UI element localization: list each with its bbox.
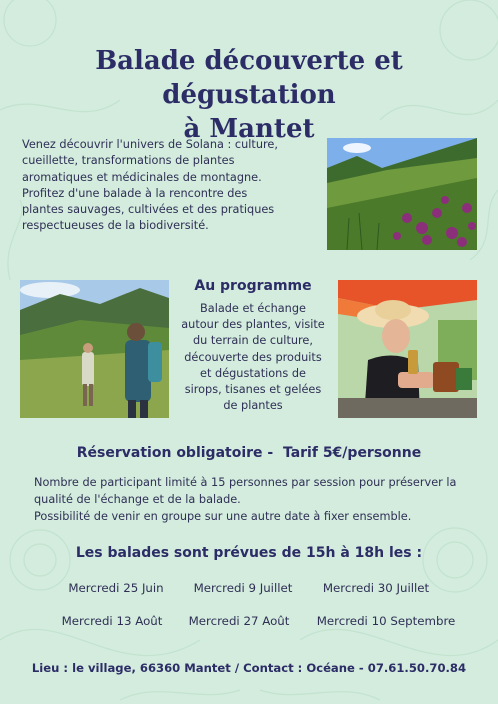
schedule-date: Mercredi 13 Août	[61, 614, 163, 628]
mountain-meadow-flowers-photo	[327, 138, 477, 250]
page-title	[20, 44, 478, 146]
info-line: qualité de l'échange et de la balade.	[34, 493, 241, 506]
info-line: Nombre de participant limité à 15 personnes par session pour préserver la	[34, 476, 457, 489]
program-line: Balade et échange	[200, 302, 306, 315]
hikers-mountain-walk-photo	[20, 280, 169, 418]
program-line: sirops, tisanes et gelées	[184, 383, 322, 397]
schedule-date: Mercredi 25 Juin	[68, 581, 164, 595]
title-line-1: Balade découverte et dégustation	[95, 46, 403, 110]
program-line: du terrain de culture,	[193, 334, 313, 348]
intro-line: plantes sauvages, cultivées et des pratiques	[22, 203, 275, 217]
program-title: Au programme	[194, 278, 312, 294]
intro-line: Venez découvrir l'univers de Solana : culture,	[22, 138, 278, 151]
title-line-2: à Mantet	[183, 114, 315, 144]
schedule-heading: Les balades sont prévues de 15h à 18h les :	[75, 545, 423, 561]
woman-hat-tasting-photo	[338, 280, 477, 418]
intro-line: respectueuses de la biodiversité.	[22, 219, 209, 233]
program-description	[172, 301, 334, 414]
schedule-date: Mercredi 27 Août	[188, 614, 290, 628]
location-contact-footer: Lieu : le village, 66360 Mantet / Contact : Océane - 07.61.50.70.84	[31, 661, 467, 675]
program-line: découverte des produits	[184, 350, 322, 364]
intro-line: cueillette, transformations de plantes	[22, 154, 235, 168]
schedule-date: Mercredi 30 Juillet	[322, 581, 430, 595]
program-line: et dégustations de	[200, 366, 306, 380]
intro-line: aromatiques et médicinales de montagne.	[22, 170, 262, 184]
info-line: Possibilité de venir en groupe sur une autre date à fixer ensemble.	[34, 510, 412, 523]
intro-paragraph	[22, 137, 308, 235]
intro-line: Profitez d'une balade à la rencontre des	[22, 186, 248, 200]
schedule-date: Mercredi 9 Juillet	[193, 581, 293, 595]
schedule-date: Mercredi 10 Septembre	[316, 614, 456, 628]
reservation-info	[34, 474, 474, 525]
program-line: autour des plantes, visite	[181, 318, 325, 332]
program-line: de plantes	[223, 399, 283, 413]
reservation-heading: Réservation obligatoire - Tarif 5€/personne	[76, 445, 422, 461]
